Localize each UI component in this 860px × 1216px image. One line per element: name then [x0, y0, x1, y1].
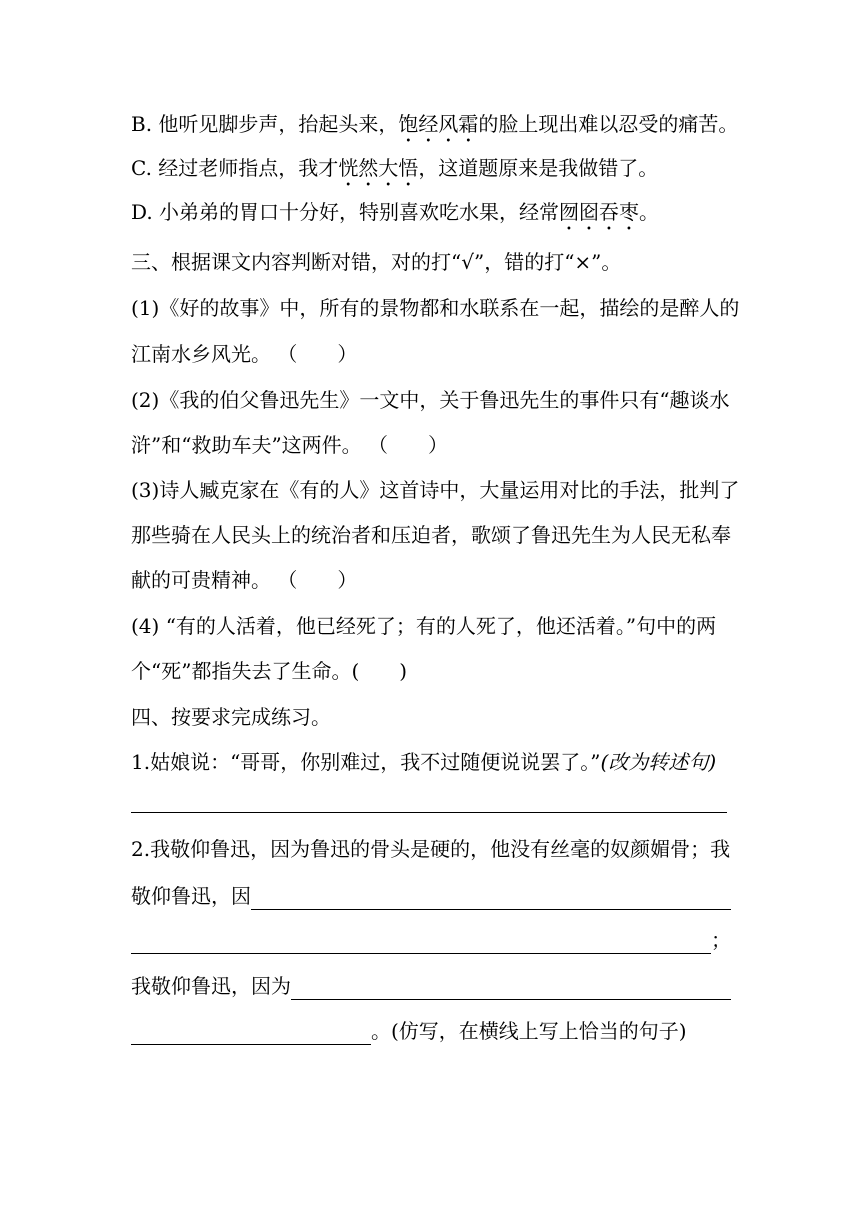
option-d-dotted: 囫囵吞枣: [559, 200, 640, 224]
judge-item-2-line1: (2)《我的伯父鲁迅先生》一文中，关于鲁迅先生的事件只有“趣谈水: [131, 388, 730, 412]
section4-heading: 四、按要求完成练习。: [131, 705, 331, 729]
option-c-dotted: 恍然大悟: [338, 156, 419, 180]
exercise-2-semicolon: ；: [711, 928, 731, 952]
judge-item-3-line2: 那些骑在人民头上的统治者和压迫者，歌颂了鲁迅先生为人民无私奉: [131, 523, 731, 547]
section3-heading: 三、根据课文内容判断对错，对的打“√”，错的打“×”。: [131, 250, 622, 274]
option-d: [131, 198, 731, 235]
answer-line-3[interactable]: [131, 933, 711, 954]
exercise-2-line5: [131, 1017, 731, 1045]
judge-item-1-line2: 江南水乡风光。 （ ）: [131, 342, 358, 366]
answer-line-5[interactable]: [131, 1024, 371, 1045]
option-d-after: 。: [639, 200, 660, 224]
exercise-2-prefix-2: 我敬仰鲁迅，因为: [131, 974, 291, 998]
judge-item-4-line2: 个“死”都指失去了生命。( ): [131, 659, 408, 683]
exercise-2-line1: 2.我敬仰鲁迅，因为鲁迅的骨头是硬的，他没有丝毫的奴颜媚骨；我: [131, 837, 731, 861]
exercise-2-line2: [131, 882, 731, 910]
option-c: [131, 154, 731, 191]
answer-line-1[interactable]: [131, 812, 727, 813]
option-b-before: B. 他听见脚步声，抬起头来，: [131, 112, 399, 136]
option-b-after: 的脸上现出难以忍受的痛苦。: [478, 112, 739, 136]
option-b: [131, 110, 739, 147]
judge-item-3-line1: (3)诗人臧克家在《有的人》这首诗中，大量运用对比的手法，批判了: [131, 478, 740, 502]
judge-item-2-line2: 浒”和“救助车夫”这两件。 （ ）: [131, 433, 449, 457]
exercise-1-text: 1.姑娘说：“哥哥，你别难过，我不过随便说说罢了。”: [131, 750, 601, 774]
answer-line-2[interactable]: [251, 889, 731, 910]
exercise-2-instruction: 。(仿写，在横线上写上恰当的句子): [371, 1019, 687, 1043]
option-b-dotted: 饱经风霜: [398, 112, 479, 136]
answer-line-4[interactable]: [291, 979, 731, 1000]
option-c-after: ，这道题原来是我做错了。: [418, 156, 659, 180]
judge-item-4-line1: (4) “有的人活着，他已经死了；有的人死了，他还活着。”句中的两: [131, 614, 717, 638]
exercise-1: [131, 748, 731, 776]
exercise-2-prefix-1: 敬仰鲁迅，因: [131, 884, 251, 908]
exercise-2-line4: [131, 972, 731, 1000]
judge-item-1-line1: (1)《好的故事》中，所有的景物都和水联系在一起，描绘的是醉人的: [131, 296, 740, 320]
option-d-before: D. 小弟弟的胃口十分好，特别喜欢吃水果，经常: [131, 200, 560, 224]
judge-item-3-line3: 献的可贵精神。 （ ）: [131, 568, 358, 592]
option-c-before: C. 经过老师指点，我才: [131, 156, 339, 180]
exercise-1-instruction: (改为转述句): [600, 750, 717, 774]
exercise-2-line3: [131, 926, 731, 954]
